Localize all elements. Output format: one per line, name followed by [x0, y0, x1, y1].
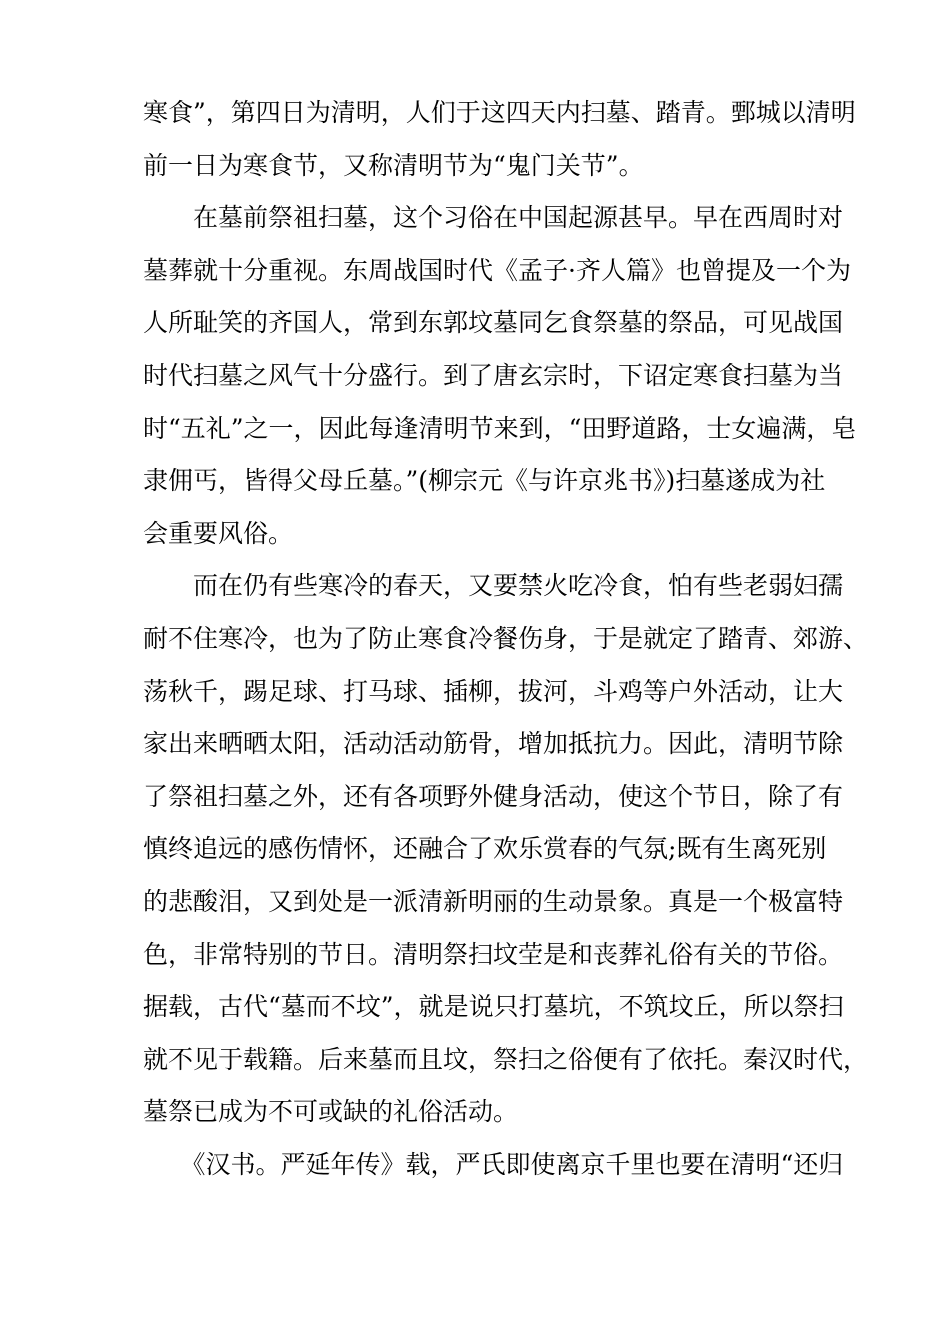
text-line: 耐不住寒冷，也为了防止寒食冷餐伤身，于是就定了踏青、郊游、: [143, 623, 869, 653]
text-line: 而在仍有些寒冷的春天，又要禁火吃冷食，怕有些老弱妇孺: [143, 571, 844, 601]
text-line: 就不见于载籍。后来墓而且坟，祭扫之俗便有了依托。秦汉时代，: [143, 1044, 869, 1074]
text-line: 墓葬就十分重视。东周战国时代《孟子·齐人篇》也曾提及一个为: [143, 255, 851, 285]
text-line: 家出来晒晒太阳，活动活动筋骨，增加抵抗力。因此，清明节除: [143, 729, 844, 759]
text-line: 墓祭已成为不可或缺的礼俗活动。: [143, 1097, 519, 1127]
text-line: 前一日为寒食节，又称清明节为“鬼门关节”。: [143, 150, 644, 180]
text-line: 时“五礼”之一，因此每逢清明节来到，“田野道路，士女遍满，皂: [143, 413, 857, 443]
text-line: 时代扫墓之风气十分盛行。到了唐玄宗时，下诏定寒食扫墓为当: [143, 360, 844, 390]
text-line: 隶佣丐，皆得父母丘墓。”(柳宗元《与许京兆书》)扫墓遂成为社: [143, 466, 826, 496]
text-line: 的悲酸泪，又到处是一派清新明丽的生动景象。真是一个极富特: [143, 886, 844, 916]
text-line: 在墓前祭祖扫墓，这个习俗在中国起源甚早。早在西周时对: [143, 203, 844, 233]
text-line: 寒食”，第四日为清明，人们于这四天内扫墓、踏青。鄄城以清明: [143, 98, 856, 127]
text-line: 《汉书。严延年传》载，严氏即使离京千里也要在清明“还归: [143, 1149, 844, 1179]
text-line: 色，非常特别的节日。清明祭扫坟茔是和丧葬礼俗有关的节俗。: [143, 939, 844, 969]
text-line: 了祭祖扫墓之外，还有各项野外健身活动，使这个节日，除了有: [143, 781, 844, 811]
text-line: 会重要风俗。: [143, 518, 294, 548]
text-line: 据载，古代“墓而不坟”，就是说只打墓坑，不筑坟丘，所以祭扫: [143, 992, 844, 1022]
text-line: 慎终追远的感伤情怀，还融合了欢乐赏春的气氛;既有生离死别: [143, 834, 827, 864]
text-line: 人所耻笑的齐国人，常到东郭坟墓同乞食祭墓的祭品，可见战国: [143, 308, 844, 338]
document-body: [143, 87, 869, 1191]
text-line: 荡秋千，踢足球、打马球、插柳，拔河，斗鸡等户外活动，让大: [143, 676, 844, 706]
